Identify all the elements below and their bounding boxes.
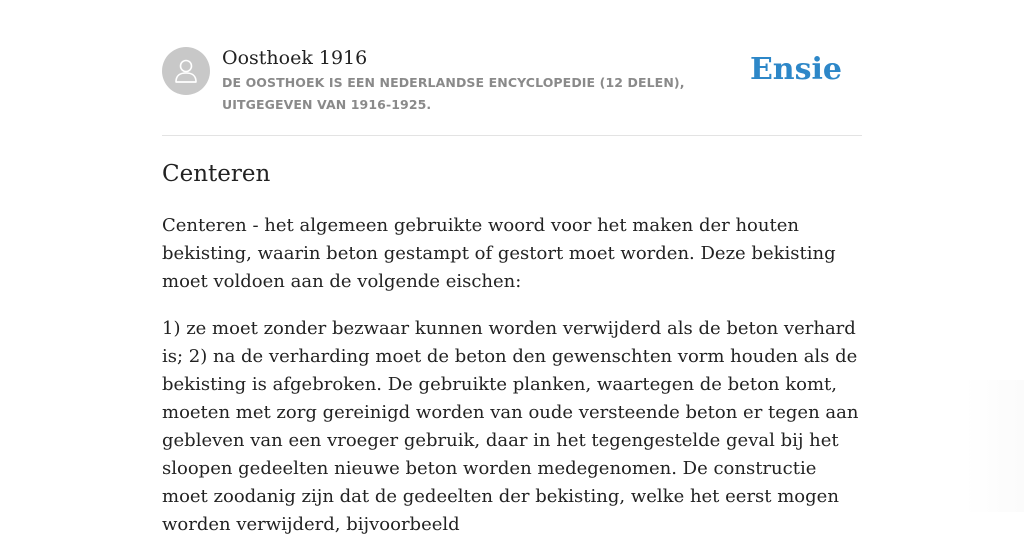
source-description: DE OOSTHOEK IS EEN NEDERLANDSE ENCYCLOPEDIE (12 DELEN), UITGEGEVEN VAN 1916-1925. [222, 75, 685, 112]
source-header [162, 45, 862, 135]
source-title[interactable]: Oosthoek 1916 [222, 47, 368, 69]
page-edge-fade [964, 380, 1024, 512]
header-divider [162, 135, 862, 136]
avatar [162, 47, 210, 95]
entry-paragraph: 1) ze moet zonder bezwaar kunnen worden verwijderd als de beton verhard is; 2) na de verharding moet de beton den gewenschten vorm houden als de bekisting is afgebroken. De gebruikte planken, waartegen de beton komt, moeten met zorg gereinigd worden van oude versteende beton er tegen aan gebleven van een vroeger gebruik, daar in het tegengestelde geval bij het sloopen gedeelten nieuwe beton worden medegenomen. De constructie moet zoodanig zijn dat de gedeelten der bekisting, welke het eerst mogen worden verwijderd, bijvoorbeeld [162, 318, 859, 535]
entry-title: Centeren [162, 161, 271, 187]
entry-body [162, 212, 862, 558]
entry-paragraph: Centeren - het algemeen gebruikte woord voor het maken der houten bekisting, waarin beton gestampt of gestort moet worden. Deze bekisting moet voldoen aan de volgende eischen: [162, 215, 836, 292]
ensie-logo[interactable]: Ensie [749, 52, 842, 87]
user-icon [171, 56, 201, 86]
